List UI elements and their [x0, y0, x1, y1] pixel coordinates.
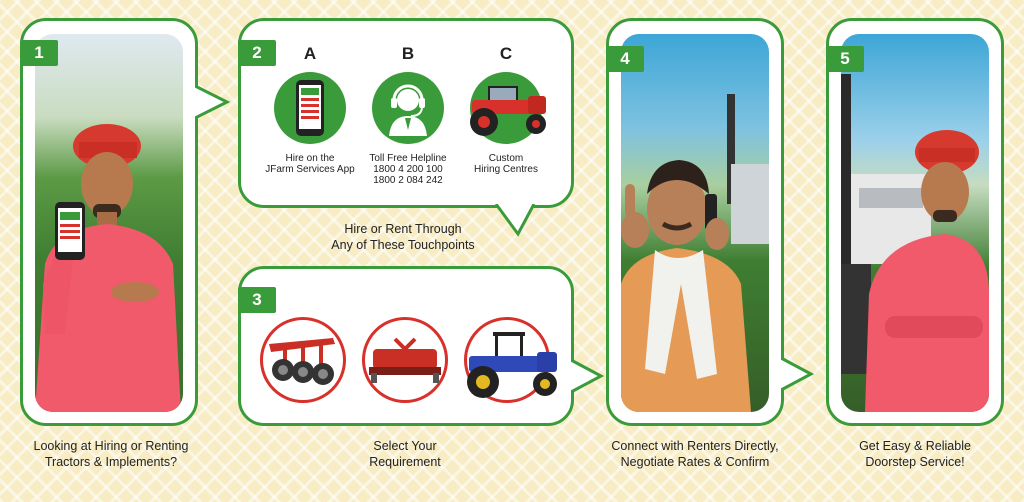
phone-app-icon: [274, 72, 346, 144]
step-2-caption: [300, 221, 506, 253]
step-5-caption-line1: Get Easy & Reliable: [859, 439, 971, 453]
red-tractor-icon: [470, 72, 542, 144]
step-5-photo-farmer-with-tractor: [841, 34, 989, 412]
touchpoint-c-line2: Hiring Centres: [474, 164, 538, 175]
step-5-caption-line2: Doorstep Service!: [865, 455, 965, 469]
step-3-caption-line1: Select Your: [373, 439, 437, 453]
step-4-caption: [590, 438, 800, 470]
touchpoint-b-label: [353, 153, 463, 186]
step-4-caption-line2: Negotiate Rates & Confirm: [620, 455, 770, 469]
touchpoint-c-label: [451, 153, 561, 175]
step-2-caption-line1: Hire or Rent Through: [344, 222, 462, 236]
step-1-speech-tail: [195, 82, 231, 122]
touchpoint-a-line1: Hire on the: [285, 153, 335, 164]
touchpoint-a-line2: JFarm Services App: [265, 164, 355, 175]
step-2-badge: 2: [238, 40, 276, 66]
touchpoint-c-letter: C: [499, 44, 513, 63]
step-4-badge: 4: [606, 46, 644, 72]
rotavator-icon: [362, 317, 448, 403]
touchpoint-b-line1: Toll Free Helpline: [369, 153, 447, 164]
step-4-photo-farmer-on-call: [621, 34, 769, 412]
disc-plough-icon: [260, 317, 346, 403]
step-5-caption: [812, 438, 1018, 470]
touchpoint-b-line3: 1800 2 084 242: [373, 175, 443, 186]
touchpoint-b-letter: B: [401, 44, 415, 63]
step-3-caption: [300, 438, 510, 470]
step-2-caption-line2: Any of These Touchpoints: [331, 238, 475, 252]
touchpoint-c-line1: Custom: [488, 153, 524, 164]
touchpoint-a-letter: A: [303, 44, 317, 63]
step-3-speech-tail: [571, 356, 605, 396]
step-1-caption: [8, 438, 214, 470]
step-3-badge: 3: [238, 287, 276, 313]
touchpoint-a-label: [255, 153, 365, 175]
step-4-speech-tail: [781, 354, 815, 394]
step-5-badge: 5: [826, 46, 864, 72]
step-1-badge: 1: [20, 40, 58, 66]
headset-agent-icon: [372, 72, 444, 144]
step-3-caption-line2: Requirement: [369, 455, 441, 469]
touchpoint-b-line2: 1800 4 200 100: [373, 164, 443, 175]
step-4-caption-line1: Connect with Renters Directly,: [611, 439, 779, 453]
blue-tractor-icon: [464, 317, 550, 403]
step-1-caption-line2: Tractors & Implements?: [44, 455, 178, 469]
step-2-speech-tail: [494, 204, 538, 238]
step-1-caption-line1: Looking at Hiring or Renting: [33, 439, 189, 453]
step-1-photo-farmer-with-phone: [35, 34, 183, 412]
